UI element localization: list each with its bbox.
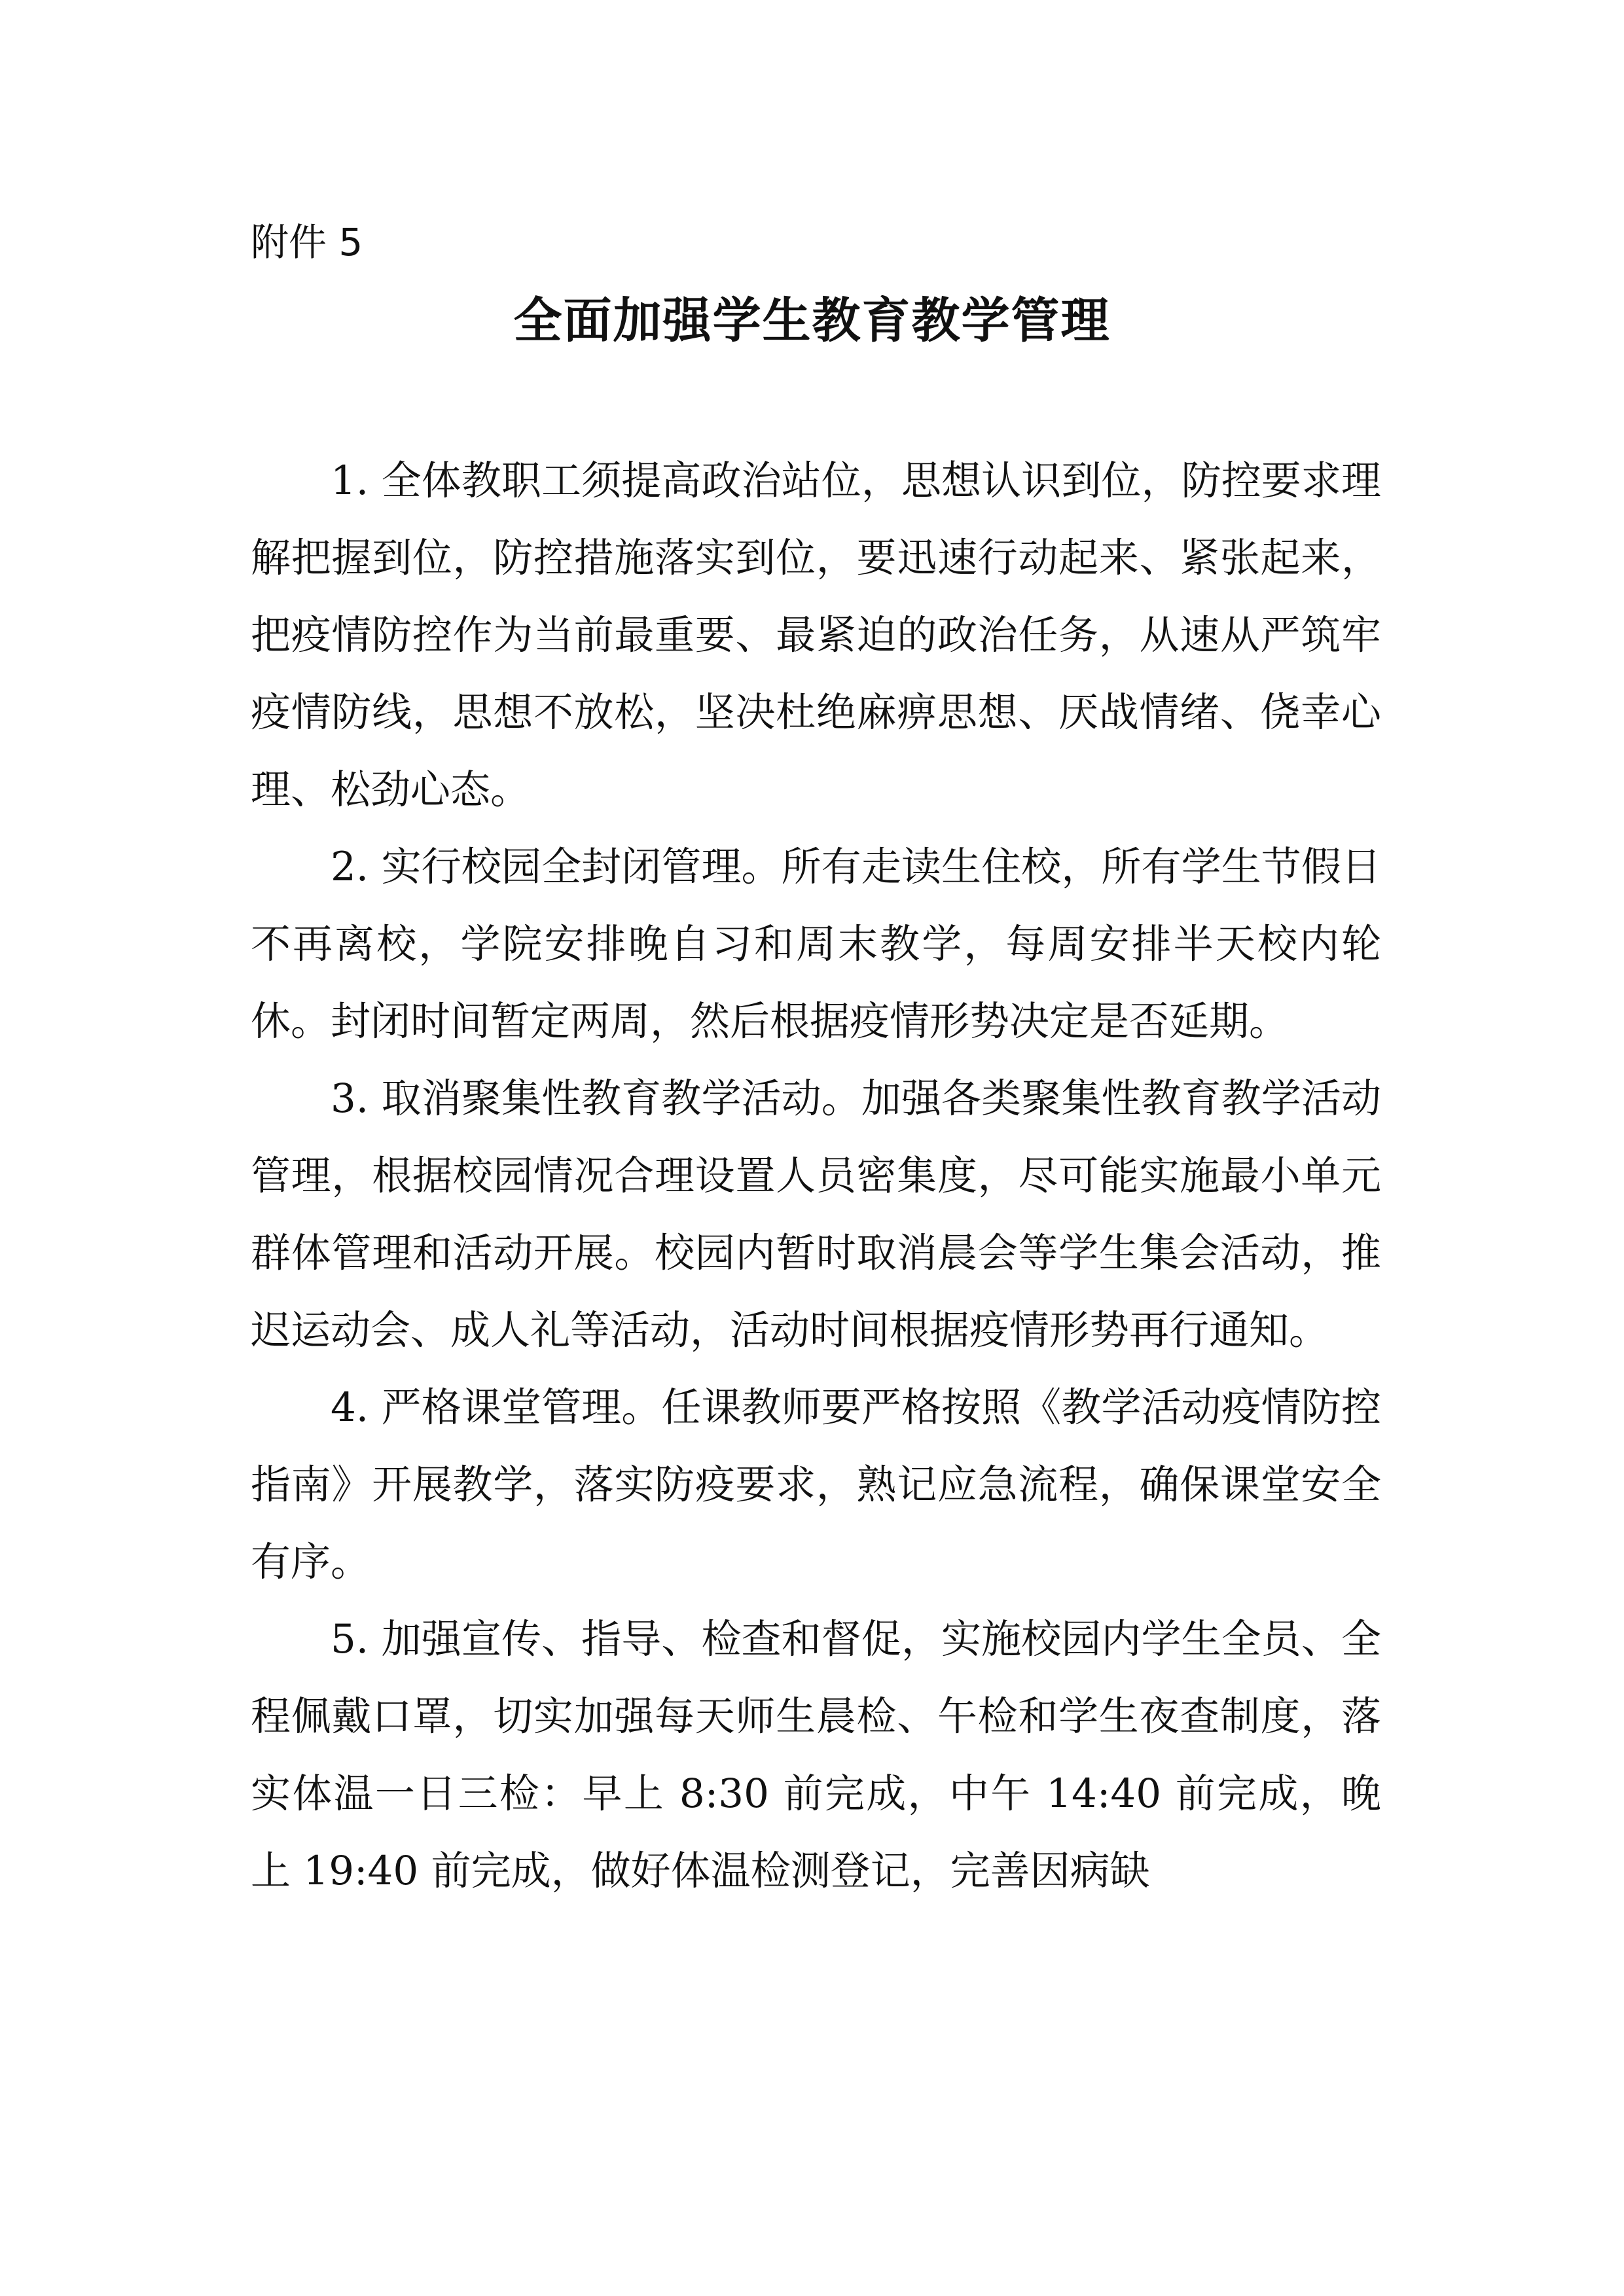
paragraph-5: 5. 加强宣传、指导、检查和督促，实施校园内学生全员、全程佩戴口罩，切实加强每天师生晨检、午检和学生夜查制度，落实体温一日三检：早上 8:30 前完成，中午 14:40 前完成，晚上 19:40 前完成，做好体温检测登记，完善因病缺: [251, 1616, 1381, 1894]
document-title: 全面加强学生教育教学管理: [513, 293, 1111, 349]
paragraph-2: 2. 实行校园全封闭管理。所有走读生住校，所有学生节假日不再离校，学院安排晚自习和周末教学，每周安排半天校内轮休。封闭时间暂定两周，然后根据疫情形势决定是否延期。: [251, 844, 1381, 1045]
paragraph-3: 3. 取消聚集性教育教学活动。加强各类聚集性教育教学活动管理，根据校园情况合理设置人员密集度，尽可能实施最小单元群体管理和活动开展。校园内暂时取消晨会等学生集会活动，推迟运动会、成人礼等活动，活动时间根据疫情形势再行通知。: [251, 1075, 1381, 1354]
paragraph-4: 4. 严格课堂管理。任课教师要严格按照《教学活动疫情防控指南》开展教学，落实防疫要求，熟记应急流程，确保课堂安全有序。: [251, 1384, 1381, 1585]
attachment-label: 附件 5: [251, 220, 363, 264]
paragraph-1: 1. 全体教职工须提高政治站位，思想认识到位，防控要求理解把握到位，防控措施落实到位，要迅速行动起来、紧张起来，把疫情防控作为当前最重要、最紧迫的政治任务，从速从严筑牢疫情防线，思想不放松，坚决杜绝麻痹思想、厌战情绪、侥幸心理、松劲心态。: [251, 457, 1381, 813]
document-body: [251, 442, 1381, 1910]
